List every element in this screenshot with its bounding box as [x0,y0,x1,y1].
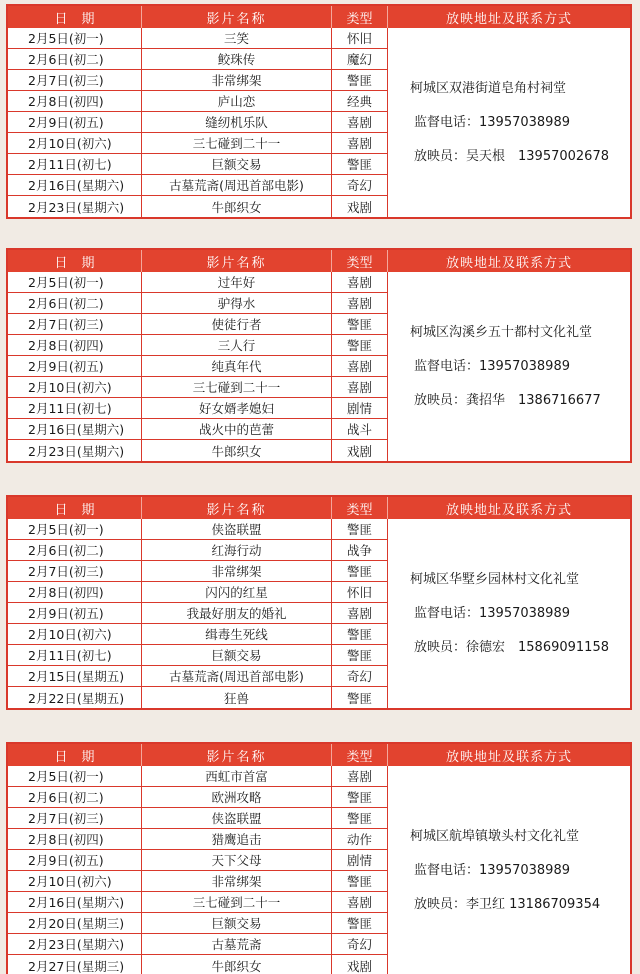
cell-type: 警匪 [332,913,388,933]
supervision-phone: 监督电话：13957038989 [414,605,570,621]
table-row [8,154,388,175]
table-row [8,335,388,356]
schedule-table-2 [6,248,632,463]
table-row [8,70,388,91]
table-row [8,356,388,377]
table-header [8,6,630,28]
cell-date: 2月9日(初五) [8,850,142,870]
cell-type: 警匪 [332,314,388,334]
header-date: 日期 [8,744,142,766]
cell-film: 非常绑架 [142,561,332,581]
cell-date: 2月9日(初五) [8,356,142,376]
header-film: 影片名称 [142,497,332,519]
cell-date: 2月5日(初一) [8,519,142,539]
header-type: 类型 [332,6,388,28]
table-row [8,913,388,934]
venue-info [388,766,630,974]
cell-type: 警匪 [332,687,388,708]
cell-type: 警匪 [332,645,388,665]
cell-type: 奇幻 [332,175,388,195]
header-date: 日期 [8,250,142,272]
cell-date: 2月7日(初三) [8,561,142,581]
cell-date: 2月22日(星期五) [8,687,142,708]
cell-date: 2月20日(星期三) [8,913,142,933]
cell-date: 2月11日(初七) [8,398,142,418]
table-row [8,787,388,808]
cell-type: 战斗 [332,419,388,439]
table-header [8,744,630,766]
cell-type: 警匪 [332,70,388,90]
cell-film: 狂兽 [142,687,332,708]
cell-date: 2月23日(星期六) [8,934,142,954]
cell-film: 古墓荒斋(周迅首部电影) [142,666,332,686]
cell-type: 经典 [332,91,388,111]
cell-date: 2月23日(星期六) [8,440,142,461]
cell-type: 戏剧 [332,440,388,461]
cell-film: 缉毒生死线 [142,624,332,644]
projectionist-contact: 放映员：吴天根 13957002678 [414,148,609,164]
venue-info [388,272,630,461]
cell-type: 警匪 [332,808,388,828]
cell-type: 戏剧 [332,955,388,974]
projectionist-contact: 放映员：龚招华 1386716677 [414,392,601,408]
schedule-table-4 [6,742,632,974]
table-row [8,561,388,582]
cell-date: 2月7日(初三) [8,314,142,334]
cell-type: 戏剧 [332,196,388,217]
cell-date: 2月16日(星期六) [8,419,142,439]
cell-date: 2月6日(初二) [8,787,142,807]
cell-type: 奇幻 [332,666,388,686]
cell-film: 过年好 [142,272,332,292]
table-row [8,377,388,398]
supervision-phone: 监督电话：13957038989 [414,114,570,130]
venue-address: 柯城区沟溪乡五十都村文化礼堂 [410,324,593,340]
venue-address: 柯城区航埠镇墩头村文化礼堂 [410,829,580,844]
cell-date: 2月7日(初三) [8,70,142,90]
cell-film: 驴得水 [142,293,332,313]
header-type: 类型 [332,250,388,272]
cell-film: 非常绑架 [142,871,332,891]
table-row [8,850,388,871]
header-date: 日期 [8,497,142,519]
cell-type: 喜剧 [332,603,388,623]
table-row [8,934,388,955]
table-row [8,892,388,913]
cell-type: 警匪 [332,787,388,807]
cell-film: 侠盗联盟 [142,519,332,539]
venue-info [388,519,630,708]
table-row [8,540,388,561]
cell-type: 魔幻 [332,49,388,69]
header-info: 放映地址及联系方式 [445,255,572,271]
table-row [8,582,388,603]
cell-type: 喜剧 [332,356,388,376]
header-film: 影片名称 [142,250,332,272]
cell-date: 2月10日(初六) [8,871,142,891]
cell-type: 警匪 [332,335,388,355]
cell-film: 西虹市首富 [142,766,332,786]
cell-film: 天下父母 [142,850,332,870]
projectionist-contact: 放映员：李卫红 13186709354 [414,897,601,912]
cell-date: 2月11日(初七) [8,154,142,174]
cell-date: 2月10日(初六) [8,377,142,397]
table-row [8,49,388,70]
cell-date: 2月10日(初六) [8,624,142,644]
cell-film: 战火中的芭蕾 [142,419,332,439]
table-row [8,440,388,461]
venue-address: 柯城区双港街道皂角村祠堂 [410,80,567,96]
cell-type: 剧情 [332,850,388,870]
cell-date: 2月16日(星期六) [8,175,142,195]
cell-type: 怀旧 [332,28,388,48]
cell-film: 三七碰到二十一 [142,133,332,153]
cell-date: 2月6日(初二) [8,540,142,560]
header-info: 放映地址及联系方式 [445,502,572,518]
table-row [8,871,388,892]
cell-film: 牛郎织女 [142,955,332,974]
table-row [8,624,388,645]
cell-type: 喜剧 [332,272,388,292]
table-row [8,419,388,440]
header-info: 放映地址及联系方式 [445,749,572,765]
header-info: 放映地址及联系方式 [445,11,572,27]
cell-type: 剧情 [332,398,388,418]
cell-type: 喜剧 [332,112,388,132]
cell-film: 欧洲攻略 [142,787,332,807]
venue-info [388,28,630,217]
cell-film: 牛郎织女 [142,196,332,217]
cell-date: 2月6日(初二) [8,49,142,69]
table-row [8,808,388,829]
cell-type: 喜剧 [332,377,388,397]
cell-date: 2月8日(初四) [8,829,142,849]
table-row [8,272,388,293]
cell-type: 怀旧 [332,582,388,602]
table-row [8,398,388,419]
cell-type: 警匪 [332,519,388,539]
cell-type: 喜剧 [332,133,388,153]
cell-date: 2月8日(初四) [8,582,142,602]
cell-date: 2月10日(初六) [8,133,142,153]
cell-type: 动作 [332,829,388,849]
cell-film: 古墓荒斋(周迅首部电影) [142,175,332,195]
cell-date: 2月27日(星期三) [8,955,142,974]
cell-date: 2月8日(初四) [8,91,142,111]
cell-type: 战争 [332,540,388,560]
cell-film: 猎鹰追击 [142,829,332,849]
cell-film: 闪闪的红星 [142,582,332,602]
table-row [8,196,388,217]
table-row [8,687,388,708]
schedule-table-3 [6,495,632,710]
schedule-table-1 [6,4,632,219]
table-header [8,497,630,519]
table-row [8,766,388,787]
cell-date: 2月16日(星期六) [8,892,142,912]
table-row [8,314,388,335]
table-row [8,603,388,624]
cell-film: 三人行 [142,335,332,355]
cell-date: 2月6日(初二) [8,293,142,313]
table-row [8,519,388,540]
cell-date: 2月15日(星期五) [8,666,142,686]
cell-date: 2月9日(初五) [8,603,142,623]
cell-date: 2月9日(初五) [8,112,142,132]
table-row [8,955,388,974]
cell-type: 警匪 [332,624,388,644]
table-row [8,293,388,314]
cell-film: 巨额交易 [142,645,332,665]
table-row [8,133,388,154]
cell-type: 奇幻 [332,934,388,954]
table-row [8,666,388,687]
table-row [8,28,388,49]
cell-type: 喜剧 [332,766,388,786]
cell-film: 庐山恋 [142,91,332,111]
table-row [8,91,388,112]
cell-film: 巨额交易 [142,913,332,933]
supervision-phone: 监督电话：13957038989 [414,358,570,374]
cell-date: 2月7日(初三) [8,808,142,828]
cell-date: 2月23日(星期六) [8,196,142,217]
projectionist-contact: 放映员：徐德宏 15869091158 [414,639,609,655]
cell-film: 巨额交易 [142,154,332,174]
cell-type: 警匪 [332,871,388,891]
header-film: 影片名称 [142,6,332,28]
cell-date: 2月5日(初一) [8,272,142,292]
header-type: 类型 [332,744,388,766]
cell-film: 古墓荒斋 [142,934,332,954]
table-row [8,112,388,133]
header-date: 日期 [8,6,142,28]
cell-film: 缝纫机乐队 [142,112,332,132]
cell-film: 牛郎织女 [142,440,332,461]
venue-address: 柯城区华墅乡园林村文化礼堂 [410,571,580,587]
cell-film: 三笑 [142,28,332,48]
cell-film: 侠盗联盟 [142,808,332,828]
cell-date: 2月11日(初七) [8,645,142,665]
table-row [8,175,388,196]
supervision-phone: 监督电话：13957038989 [414,863,570,878]
table-row [8,645,388,666]
cell-film: 红海行动 [142,540,332,560]
cell-date: 2月8日(初四) [8,335,142,355]
cell-film: 纯真年代 [142,356,332,376]
header-film: 影片名称 [142,744,332,766]
cell-film: 三七碰到二十一 [142,377,332,397]
cell-film: 鲛珠传 [142,49,332,69]
cell-type: 喜剧 [332,293,388,313]
cell-film: 三七碰到二十一 [142,892,332,912]
table-row [8,829,388,850]
cell-film: 好女婿孝媳妇 [142,398,332,418]
cell-film: 我最好朋友的婚礼 [142,603,332,623]
cell-type: 警匪 [332,154,388,174]
table-header [8,250,630,272]
cell-date: 2月5日(初一) [8,766,142,786]
cell-film: 非常绑架 [142,70,332,90]
cell-date: 2月5日(初一) [8,28,142,48]
cell-film: 使徒行者 [142,314,332,334]
cell-type: 警匪 [332,561,388,581]
cell-type: 喜剧 [332,892,388,912]
header-type: 类型 [332,497,388,519]
